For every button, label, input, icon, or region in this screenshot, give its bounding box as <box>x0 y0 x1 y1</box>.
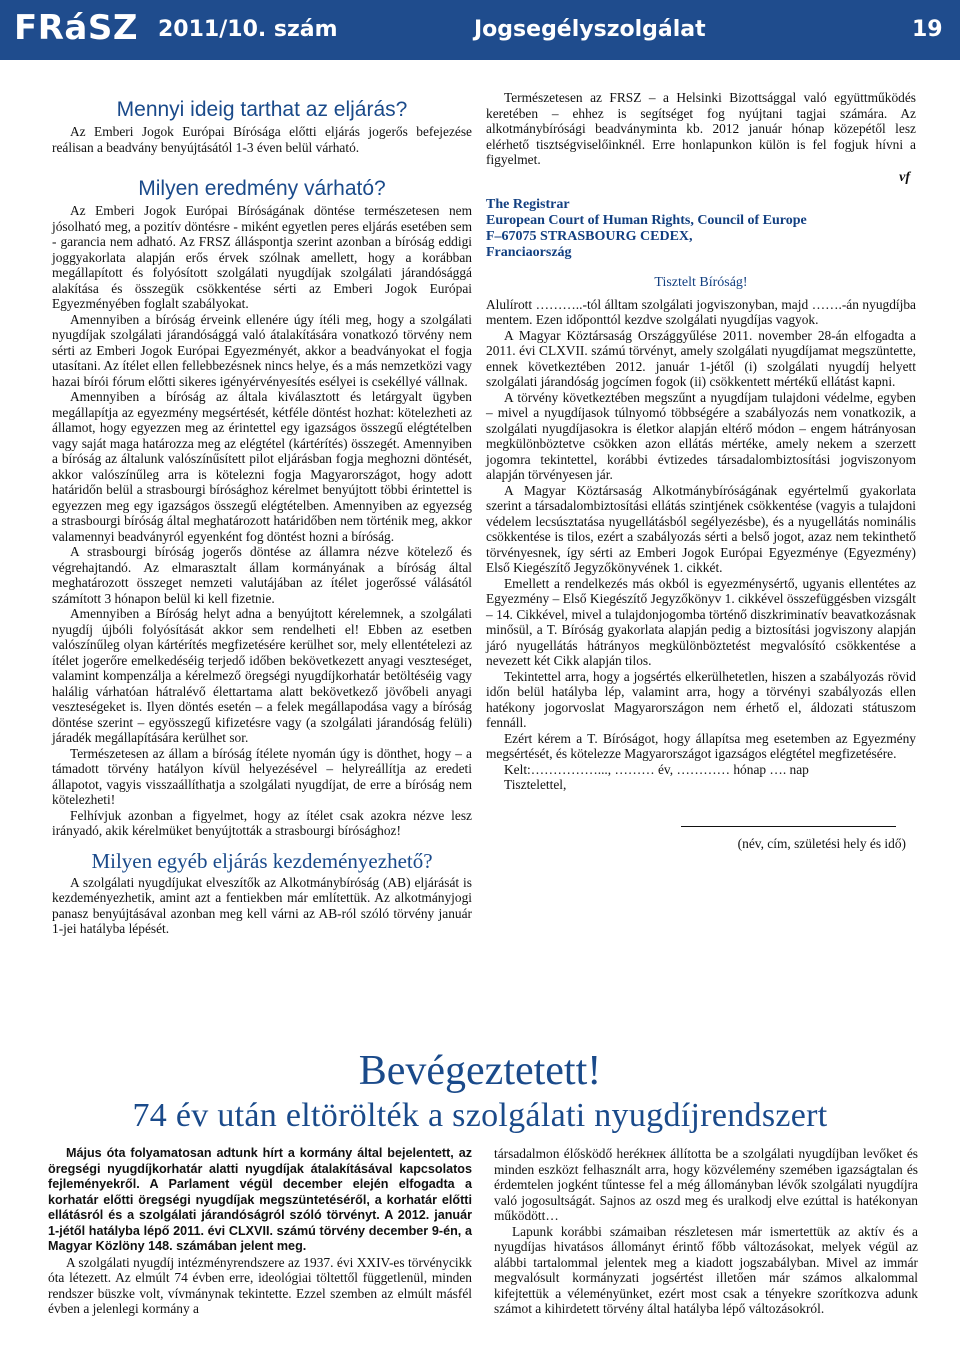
article-left-column <box>48 1146 472 1317</box>
heading-other-procedures: Milyen egyéb eljárás kezdeményezhető? <box>91 848 433 873</box>
page-header <box>0 0 960 60</box>
paragraph: Lapunk korábbi számaiban részletesen már ismertettük az aktív és a nyugdíjas hivatásos állományt érintő főbb változásokat, melyek végül az alábbi tartalommal jelentek meg a kiadott jogszabályban. Mivel az immár megvalósult kormányzati jogsértést illetően már számos alkalommal kifejtettük a véleményünket, ezért most csak a tényekre szorítkozva adunk számot a kihirdetett törvény által hatályba lépő változásokról. <box>494 1223 918 1316</box>
page-number: 19 <box>912 17 943 42</box>
letter-closing: Tisztelettel, <box>504 777 567 792</box>
left-column <box>52 90 472 937</box>
paragraph: Amennyiben a Bíróság helyt adna a benyújtott kérelemnek, a szolgálati nyugdíj újbóli folyósítását akkor sem rendelheti el! Ebben az esetben valószínűleg olyan kártérítés megfizetésére kerülhet sor, mely ellentételezi az ítélet jogerőre emelkedéséig terjedő időben bekövetkezett anyagi veszteséget, valamint kompenzálja a kérelmező öregségi nyugdíjkorhatár betöltéséig vagy halálig várhatóan hátralévő élettartama alatt bekövetkező jövőbeli anyagi veszteségeket is. Ilyen döntés esetén – a felek megállapodása vagy a bíróság döntése szerint – egyösszegű kifizetésre vagy (a szolgálati járandóság felüli) járadék megállapítására kerülhet sor. <box>52 606 472 745</box>
paragraph: Az Emberi Jogok Európai Bírósága előtti eljárás jogerős befejezése reálisan a beadvány benyújtásától 1-3 éven belül várható. <box>52 124 472 155</box>
letter-paragraph: Ezért kérem a T. Bíróságot, hogy állapítsa meg esetemben az Egyezmény megsértését, és kötelezze Magyarországot igazságos elégtétel megfizetésére. <box>486 730 916 761</box>
headline-primary: Bevégeztetett! <box>358 1048 602 1094</box>
letter-paragraph: Alulírott ………..-tól álltam szolgálati jogviszonyban, majd …….-án nyugdíjba mentem. Ezen időponttól kezdve szolgálati nyugdíjas vagyok. <box>486 296 916 327</box>
address-line: The Registrar <box>486 197 570 212</box>
issue-number: 2011/10. szám <box>158 17 338 42</box>
paragraph: Felhívjuk azonban a figyelmet, hogy az ítélet csak azokra nézve lesz irányadó, akik kérelmüket benyújtották a strasbourgi bírósághoz! <box>52 807 472 838</box>
headline-secondary: 74 év után eltörölték a szolgálati nyugdíjrendszert <box>132 1097 828 1134</box>
address-line: European Court of Human Rights, Council of Europe <box>486 213 807 228</box>
article-right-column <box>494 1146 918 1317</box>
address-line: F–67075 STRASBOURG CEDEX, <box>486 229 693 244</box>
address-line: Franciaország <box>486 245 572 260</box>
right-column <box>486 90 916 852</box>
paragraph: társadalmon élősködő herékнек állította be a szolgálati nyugdíjban levőket és minden eszközt felhasznált arra, hogy közvélemény szemében igazságtalan és érdemtelen jogként tűntesse fel a még állományban lévők szolgálati nyugdíjra való jogosultságát. Sajnos az oszd meg és uralkodj elve ezúttal is hatékonyan működött… <box>494 1146 918 1223</box>
paragraph: Az Emberi Jogok Európai Bíróságának döntése természetesen nem jósolható meg, a pozitív döntésre - miként egyetlen peres eljárás esetében sem - garancia nem adható. Az FRSZ álláspontja szerint azonban a bíróság eddigi joggyakorlata alapján erős érvek szólnak amellett, hogy a korábban megállapított és folyósított szolgálati nyugdíjak szolgálati járandósággá alakítása és összegük csökkentése sérti az Emberi Jogok Európai Egyezményében foglalt szabályokat. <box>52 203 472 311</box>
heading-duration: Mennyi ideig tarthat az eljárás? <box>116 98 408 121</box>
article-lead: Május óta folyamatosan adtunk hírt a kormány által bejelentett, az öregségi nyugdíjkorhatár alatti nyugdíjak átalakításával kapcsolatos fejleményekről. A Parlament végül december elején elfogadta a korhatár előtti öregségi nyugdíjak megszüntetéséről, a korhatár előtti ellátásról és a szolgálati járandóságról szóló törvényt. A 2012. január 1-jétől hatályba lépő 2011. évi CLXVII. számú törvény december 9-én, a Magyar Közlöny 148. számában jelent meg. <box>48 1146 472 1253</box>
signature-caption: (név, cím, születési hely és idő) <box>737 836 906 851</box>
paragraph: A strasbourgi bíróság jogerős döntése az államra nézve kötelező és végrehajtandó. Az elmarasztalt állam kormányának a bíróság által meghatározott összeget nemzeti valutájában az ítélet jogerőssé válásától számított 3 hónapon belül ki kell fizetnie. <box>52 544 472 606</box>
paragraph: Természetesen az állam a bíróság ítélete nyomán úgy is dönthet, hogy – a támadott törvény hatályon kívül helyezésével – helyreállítja az eredeti állapotot, vagyis visszaállíthatja a szolgálati nyugdíjat, de erre a bíróság nem kötelezheti! <box>52 745 472 807</box>
paragraph: A szolgálati nyugdíjukat elveszítők az Alkotmánybíróság (AB) eljárását is kezdeményezhetik, amint azt a fentiekben már említettük. Az alkotmányjogi panasz benyújtásával azonban meg kell várni az AB-ról szóló törvény január 1-jei hatályba lépését. <box>52 874 472 936</box>
letter-paragraph: A törvény következtében megszűnt a nyugdíjam tulajdoni védelme, egyben – mivel a nyugdíjasok túlnyomó többségére a szabályozás nem vonatkozik, a szolgálati nyugdíjasokra is életkor alapján eltérő módon – engem hátrányosan megkülönböztetve csökken azon ellátás mértéke, amely nekem a szerzett jogomra tekintettel, korábbi évtizedes társadalombiztosítási jogviszonyom alapján törvényesen jár. <box>486 389 916 482</box>
letter-paragraph: Emellett a rendelkezés más okból is egyezménysértő, ugyanis ellentétes az Egyezmény – Első Kiegészítő Jegyzőkönyv 1. cikkével összefüggésben vizsgált – 14. Cikkével, mivel a tulajdonjogomba történő diszkriminatív beavatkozásnak minősül, a T. Bíróság gyakorlata alapján pedig a biztosítási jogviszony alapján járó nyugellátás hátrányos megkülönböztetést megvalósító csökkentése a nevezett két Cikk alapján tilos. <box>486 575 916 668</box>
date-line: Kelt:……………..., ……… év, ………… hónap …. nap <box>504 761 809 777</box>
magazine-logo: FRáSZ <box>14 8 138 48</box>
signature-line <box>486 815 896 831</box>
letter-paragraph: Tekintettel arra, hogy a jogsértés elkerülhetetlen, hiszen a szabályozás rövid időn belül hatályba lép, valamint arra, hogy a törvényi szabályozás ellen hatékony jogorvoslat Magyarországon nem érhető el, áldozati státuszom fennáll. <box>486 668 916 730</box>
paragraph: Amennyiben a bíróság érveink ellenére úgy ítéli meg, hogy a szolgálati nyugdíjak szolgálati járandósággá való átalakítására vonatkozó törvény nem sérti az Emberi Jogok Európai Egyezményét, akkor a beadványokat el fogja utasítani. Az ítélet ellen fellebbezésnek nincs helye, és a más nemzetközi vagy hazai bírói fórum előtti sikeres igényérvényesítés esélyei is csekéllyé vállnak. <box>52 311 472 389</box>
letter-paragraph: A Magyar Köztársaság Alkotmánybíróságának egyértelmű gyakorlata szerint a társadalombiztosítási ellátás szintjének csökkentése (vagyis a tulajdoni védelem lecsúsztatása nyugellátásból segélyezésbe), és a nyugellátás nominális csökkentése is tilos, ezért a szabályozás sérti a belső jogot, azaz nem tekinthető törvényesnek, így sérti az Emberi Jogok Európai Egyezménye (Egyezmény) Első Kiegészítő Jegyzőkönyvének 1. cikkét. <box>486 482 916 575</box>
paragraph: A szolgálati nyugdíj intézményrendszere az 1937. évi XXIV-es törvénycikk óta létezett. Az elmúlt 74 évben erre, ideológiai töltettől függetlenül, minden rendszer büszke volt, vívmánynak tekintette. Ezzel szemben az elmúlt másfél évben a jelenlegi kormány a <box>48 1254 472 1316</box>
paragraph: Amennyiben a bíróság az általa kiválasztott és letárgyalt ügyben megállapítja az egyezmény megsértését, kétféle döntést hozhat: kötelezheti az államot, hogy egyezzen meg az érintettel egy igazságos összegű elégtételben vagy saját maga határozza meg az elégtétel (kártérítés) összegét. Amennyiben a bíróság az általunk valószínűsített pilot eljárásban fogja meghozni döntését, akkor valószínűleg arra is kötelezni fogja Magyarországot, hogy adott határidőn belül a strasbourgi bírósághoz kérelmet benyújtott többi érintettel is egyezzen meg egy igazságos összegű elégtételben. Amennyiben az egyezség a strasbourgi bíróság által meghatározott határidőben nem történik meg, akkor valamennyi beadványról egyenként fog döntést hozni a bíróság. <box>52 389 472 544</box>
letter-template <box>486 197 916 852</box>
heading-expected-result: Milyen eredmény várható? <box>138 177 386 200</box>
section-title: Jogsegélyszolgálat <box>474 17 706 42</box>
letter-greeting: Tisztelt Bíróság! <box>654 275 748 290</box>
letter-paragraph: A Magyar Köztársaság Országgyűlése 2011. november 28-án elfogadta a 2011. évi CLXVII. számú törvényt, amely szolgálati nyugdíjamat megszüntette, ennek következtében 2012. január 1-jétől (i) szolgálati nyugdíj helyett szolgálati járandóság jogcímen fogok (ii) csökkentett mértékű ellátást kapni. <box>486 327 916 389</box>
author-signature: vf <box>899 169 910 185</box>
paragraph: Természetesen az FRSZ – a Helsinki Bizottsággal való együttműködés keretében – ehhez is segítséget fog nyújtani tagjai számára. Az alkotmánybírósági beadványminta kb. 2012 január hónap közepétől lesz elérhető tisztségviselőinknél. Erre honlapunkon külön is fel fogjuk hívni a figyelmet. <box>486 90 916 167</box>
